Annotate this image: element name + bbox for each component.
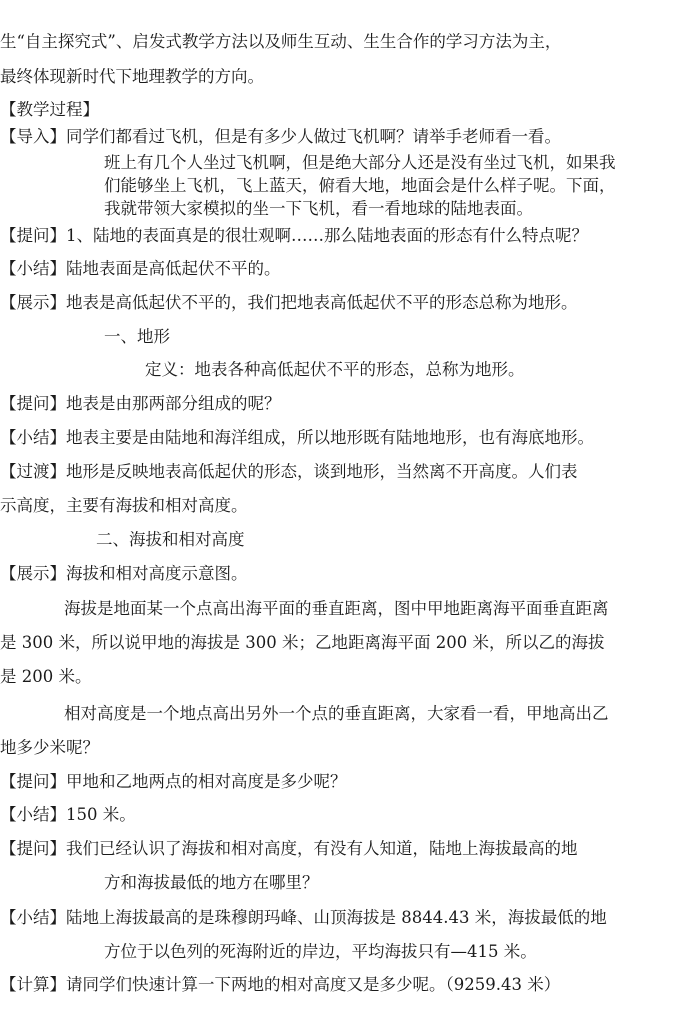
step-text-continued: 方位于以色列的死海附近的岸边，平均海拔只有—415 米。	[104, 942, 537, 961]
step-text-continued: 们能够坐上飞机，飞上蓝天，俯看大地，地面会是什么样子呢。下面，	[104, 176, 616, 195]
teaching-step-question	[0, 838, 578, 860]
subheading: 一、地形	[104, 327, 170, 346]
step-tag: 【过渡】	[0, 462, 66, 481]
step-tag: 【展示】	[0, 293, 66, 312]
step-tag: 【计算】	[0, 975, 66, 994]
intro-line: 最终体现新时代下地理教学的方向。	[0, 67, 264, 86]
teaching-step-display	[0, 563, 248, 585]
step-tag: 【提问】	[0, 839, 66, 858]
step-text: 陆地上海拔最高的是珠穆朗玛峰、山顶海拔是 8844.43 米，海拔最低的地	[66, 908, 607, 927]
teaching-step-transition	[0, 461, 578, 483]
step-text: 地形是反映地表高低起伏的形态，谈到地形，当然离不开高度。人们表	[66, 462, 578, 481]
step-text: 海拔和相对高度示意图。	[66, 564, 248, 583]
step-text: 请同学们快速计算一下两地的相对高度又是多少呢。（9259.43 米）	[66, 975, 561, 994]
section-title: 【教学过程】	[0, 100, 99, 119]
paragraph-line: 相对高度是一个地点高出另外一个点的垂直距离，大家看一看，甲地高出乙	[64, 704, 609, 723]
paragraph-line: 海拔是地面某一个点高出海平面的垂直距离，图中甲地距离海平面垂直距离	[64, 599, 609, 618]
step-text: 陆地表面是高低起伏不平的。	[66, 259, 281, 278]
step-tag: 【小结】	[0, 908, 66, 927]
teaching-step-intro	[0, 126, 561, 148]
teaching-step-summary	[0, 258, 281, 280]
step-text: 我们已经认识了海拔和相对高度，有没有人知道，陆地上海拔最高的地	[66, 839, 578, 858]
step-tag: 【展示】	[0, 564, 66, 583]
step-text: 同学们都看过飞机，但是有多少人做过飞机啊？请举手老师看一看。	[66, 127, 561, 146]
step-text: 甲地和乙地两点的相对高度是多少呢？	[66, 772, 347, 791]
step-tag: 【提问】	[0, 772, 66, 791]
teaching-step-question	[0, 393, 281, 415]
teaching-step-summary	[0, 804, 136, 826]
step-text-continued: 示高度，主要有海拔和相对高度。	[0, 496, 248, 515]
step-text-continued: 班上有几个人坐过飞机啊，但是绝大部分人还是没有坐过飞机，如果我	[104, 153, 616, 172]
teaching-step-summary	[0, 907, 607, 929]
step-tag: 【小结】	[0, 259, 66, 278]
step-text: 地表是由那两部分组成的呢？	[66, 394, 281, 413]
step-tag: 【提问】	[0, 226, 66, 245]
paragraph-line: 是 300 米，所以说甲地的海拔是 300 米；乙地距离海平面 200 米，所以乙的海拔	[0, 633, 605, 652]
step-text: 1、陆地的表面真是的很壮观啊……那么陆地表面的形态有什么特点呢？	[66, 226, 588, 245]
subheading: 二、海拔和相对高度	[96, 530, 245, 549]
paragraph-line: 地多少米呢？	[0, 738, 99, 757]
paragraph-line: 是 200 米。	[0, 667, 92, 686]
step-text-continued: 我就带领大家模拟的坐一下飞机，看一看地球的陆地表面。	[104, 199, 533, 218]
step-tag: 【小结】	[0, 805, 66, 824]
teaching-step-summary	[0, 427, 594, 449]
step-tag: 【提问】	[0, 394, 66, 413]
step-tag: 【小结】	[0, 428, 66, 447]
teaching-step-question	[0, 225, 588, 247]
step-text: 地表是高低起伏不平的，我们把地表高低起伏不平的形态总称为地形。	[66, 293, 578, 312]
step-text: 150 米。	[66, 805, 136, 824]
step-text-continued: 方和海拔最低的地方在哪里？	[104, 873, 319, 892]
step-tag: 【导入】	[0, 127, 66, 146]
teaching-step-calculation	[0, 974, 560, 996]
teaching-step-display	[0, 292, 578, 314]
definition: 定义：地表各种高低起伏不平的形态，总称为地形。	[145, 360, 525, 379]
teaching-step-question	[0, 771, 347, 793]
step-text: 地表主要是由陆地和海洋组成，所以地形既有陆地地形，也有海底地形。	[66, 428, 594, 447]
intro-line: 生“自主探究式”、启发式教学方法以及师生互动、生生合作的学习方法为主，	[0, 32, 562, 51]
